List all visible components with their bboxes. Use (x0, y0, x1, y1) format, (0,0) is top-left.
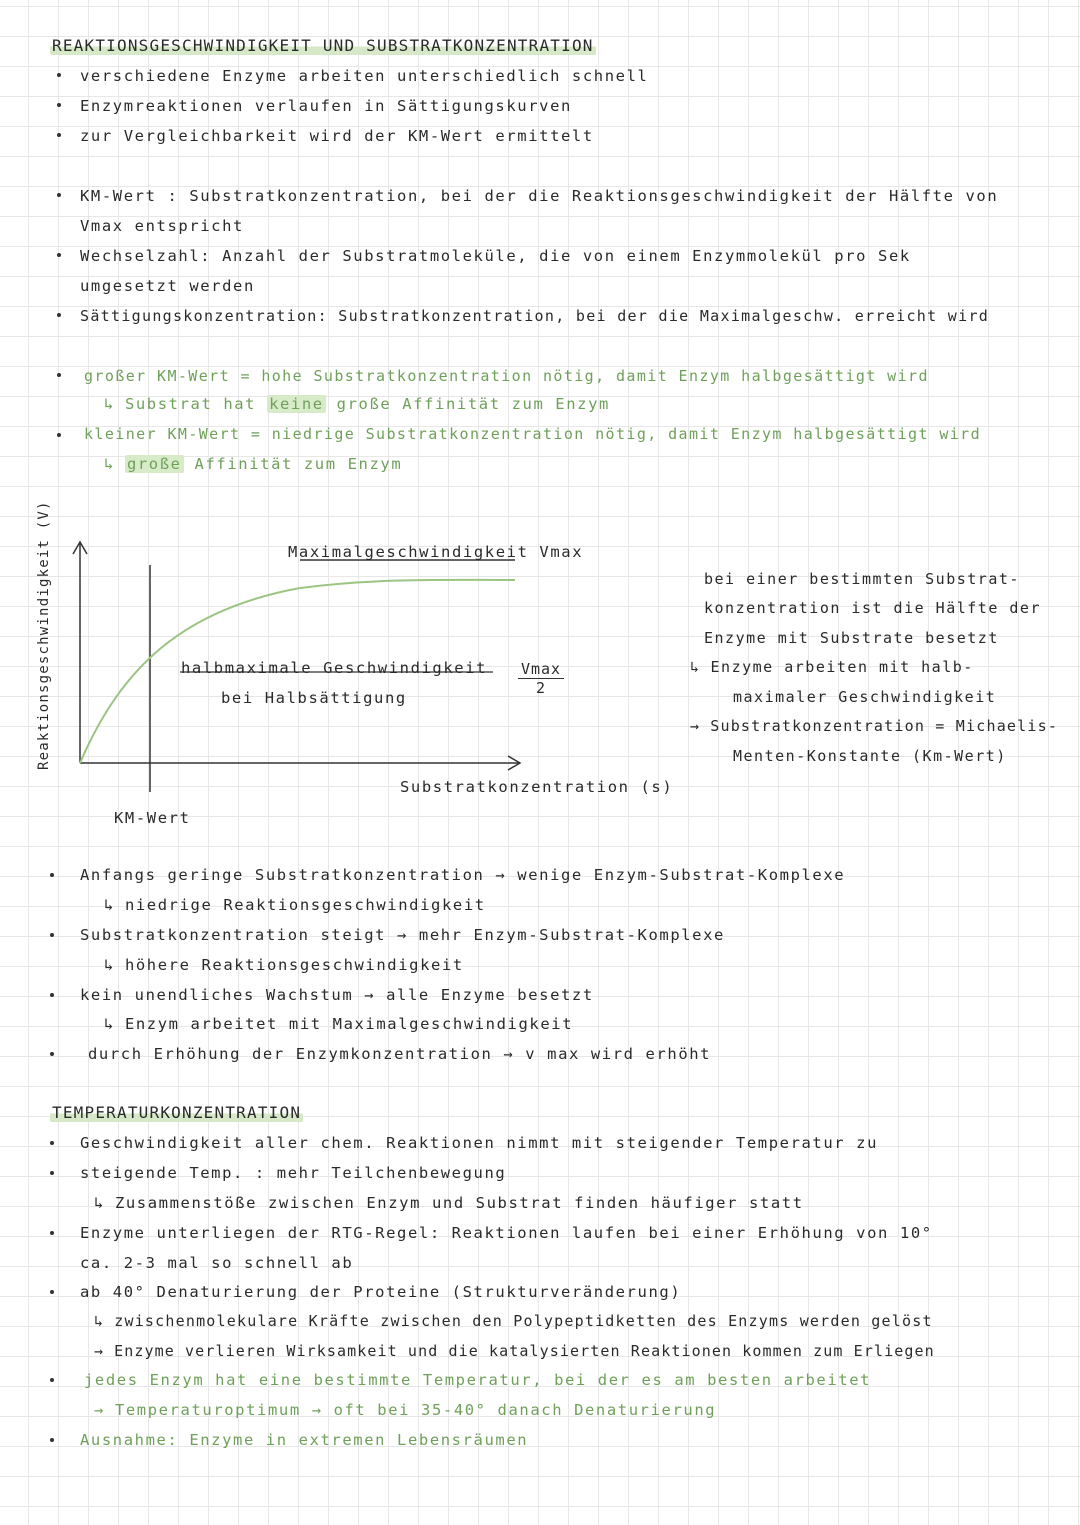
bullet (50, 1378, 54, 1382)
hook-arrow-icon: ↳ (104, 455, 115, 473)
bullet (50, 1231, 54, 1235)
bullet (50, 933, 54, 937)
note-line: kein unendliches Wachstum → alle Enzyme besetzt (80, 986, 594, 1004)
note-line: Enzyme unterliegen der RTG-Regel: Reaktionen laufen bei einer Erhöhung von 10° (80, 1224, 933, 1242)
hook-arrow-icon: ↳ (104, 1015, 115, 1033)
graph-y-axis-label: Reaktionsgeschwindigkeit (V) (36, 500, 52, 770)
bullet (57, 133, 61, 137)
side-note-line: maximaler Geschwindigkeit (733, 688, 997, 706)
section-heading-reaktionsgeschwindigkeit: REAKTIONSGESCHWINDIGKEIT UND SUBSTRATKONZENTRATION (52, 36, 594, 55)
grosser-km-line: großer KM-Wert = hohe Substratkonzentration nötig, damit Enzym halbgesättigt wird (84, 367, 929, 385)
note-line: ↳ Enzym arbeitet mit Maximalgeschwindigkeit (104, 1015, 574, 1033)
side-note-line: bei einer bestimmten Substrat- (704, 570, 1020, 588)
side-note-line: konzentration ist die Hälfte der (704, 599, 1041, 617)
half-saturation-label: bei Halbsättigung (221, 689, 407, 707)
saettigungskonzentration-line: Sättigungskonzentration: Substratkonzentration, bei der die Maximalgeschw. erreicht wird (80, 307, 990, 325)
bullet (50, 873, 54, 877)
note-line: steigende Temp. : mehr Teilchenbewegung (80, 1164, 507, 1182)
hook-arrow-icon: ↳ (104, 896, 115, 914)
note-line: Ausnahme: Enzyme in extremen Lebensräumen (80, 1431, 529, 1449)
note-line: ↳ Zusammenstöße zwischen Enzym und Substrat finden häufiger statt (94, 1194, 804, 1212)
bullet (57, 193, 61, 197)
side-note-line: Enzyme mit Substrate besetzt (704, 629, 999, 647)
bullet (50, 1290, 54, 1294)
section-heading-temperatur: TEMPERATURKONZENTRATION (52, 1103, 302, 1122)
note-line: durch Erhöhung der Enzymkonzentration → v max wird erhöht (88, 1045, 712, 1063)
graph-x-axis-label: Substratkonzentration (s) (400, 778, 674, 796)
grosser-km-consequence: ↳ Substrat hat keine große Affinität zum Enzym (104, 395, 610, 413)
fraction-numerator: Vmax (518, 660, 564, 679)
note-line: Geschwindigkeit aller chem. Reaktionen nimmt mit steigender Temperatur zu (80, 1134, 879, 1152)
note-line: Substratkonzentration steigt → mehr Enzym-Substrat-Komplexe (80, 926, 725, 944)
note-line: → Temperaturoptimum → oft bei 35-40° danach Denaturierung (94, 1401, 717, 1419)
wechselzahl-line-1: Wechselzahl: Anzahl der Substratmoleküle, die von einem Enzymmolekül pro Sek (80, 247, 911, 265)
vmax-label: Maximalgeschwindigkeit Vmax (288, 543, 584, 561)
bullet (50, 1052, 54, 1056)
bullet (57, 373, 61, 377)
hook-arrow-icon: ↳ (104, 956, 115, 974)
right-arrow-icon: → (94, 1342, 105, 1360)
kleiner-km-line: kleiner KM-Wert = niedrige Substratkonzentration nötig, damit Enzym halbgesättigt wird (84, 425, 982, 443)
right-arrow-icon: → (690, 717, 701, 735)
hook-arrow-icon: ↳ (94, 1312, 105, 1330)
bullet (57, 433, 61, 437)
km-axis-label: KM-Wert (114, 809, 191, 827)
bullet (50, 993, 54, 997)
bullet (57, 253, 61, 257)
note-line: jedes Enzym hat eine bestimmte Temperatur, bei der es am besten arbeitet (84, 1371, 872, 1389)
hook-arrow-icon: ↳ (690, 658, 701, 676)
note-line: Anfangs geringe Substratkonzentration → wenige Enzym-Substrat-Komplexe (80, 866, 846, 884)
note-line: ab 40° Denaturierung der Proteine (Strukturveränderung) (80, 1283, 682, 1301)
side-note-line: → Substratkonzentration = Michaelis- (690, 717, 1059, 735)
right-arrow-icon: → (94, 1401, 105, 1419)
note-line: zur Vergleichbarkeit wird der KM-Wert ermittelt (80, 127, 594, 145)
bullet (57, 103, 61, 107)
bullet (50, 1171, 54, 1175)
note-line: ca. 2-3 mal so schnell ab (80, 1254, 354, 1272)
bullet (57, 73, 61, 77)
bullet (50, 1141, 54, 1145)
hook-arrow-icon: ↳ (104, 395, 115, 413)
note-line: ↳ höhere Reaktionsgeschwindigkeit (104, 956, 464, 974)
side-note-line: ↳ Enzyme arbeiten mit halb- (690, 658, 974, 676)
bullet (57, 313, 61, 317)
wechselzahl-line-2: umgesetzt werden (80, 277, 255, 295)
bullet (50, 1438, 54, 1442)
vmax-half-fraction (518, 660, 564, 697)
side-note-line: Menten-Konstante (Km-Wert) (733, 747, 1007, 765)
kleiner-km-consequence: ↳ große Affinität zum Enzym (104, 455, 403, 473)
km-definition-line-1: KM-Wert : Substratkonzentration, bei der die Reaktionsgeschwindigkeit der Hälfte von (80, 187, 999, 205)
note-line: → Enzyme verlieren Wirksamkeit und die katalysierten Reaktionen kommen zum Erliegen (94, 1342, 935, 1360)
hook-arrow-icon: ↳ (94, 1194, 105, 1212)
half-speed-label: halbmaximale Geschwindigkeit (181, 659, 488, 677)
note-line: ↳ zwischenmolekulare Kräfte zwischen den Polypeptidketten des Enzyms werden gelöst (94, 1312, 933, 1330)
note-line: ↳ niedrige Reaktionsgeschwindigkeit (104, 896, 486, 914)
note-line: verschiedene Enzyme arbeiten unterschiedlich schnell (80, 67, 649, 85)
note-line: Enzymreaktionen verlaufen in Sättigungskurven (80, 97, 572, 115)
km-definition-line-2: Vmax entspricht (80, 217, 244, 235)
fraction-denominator: 2 (535, 679, 547, 697)
